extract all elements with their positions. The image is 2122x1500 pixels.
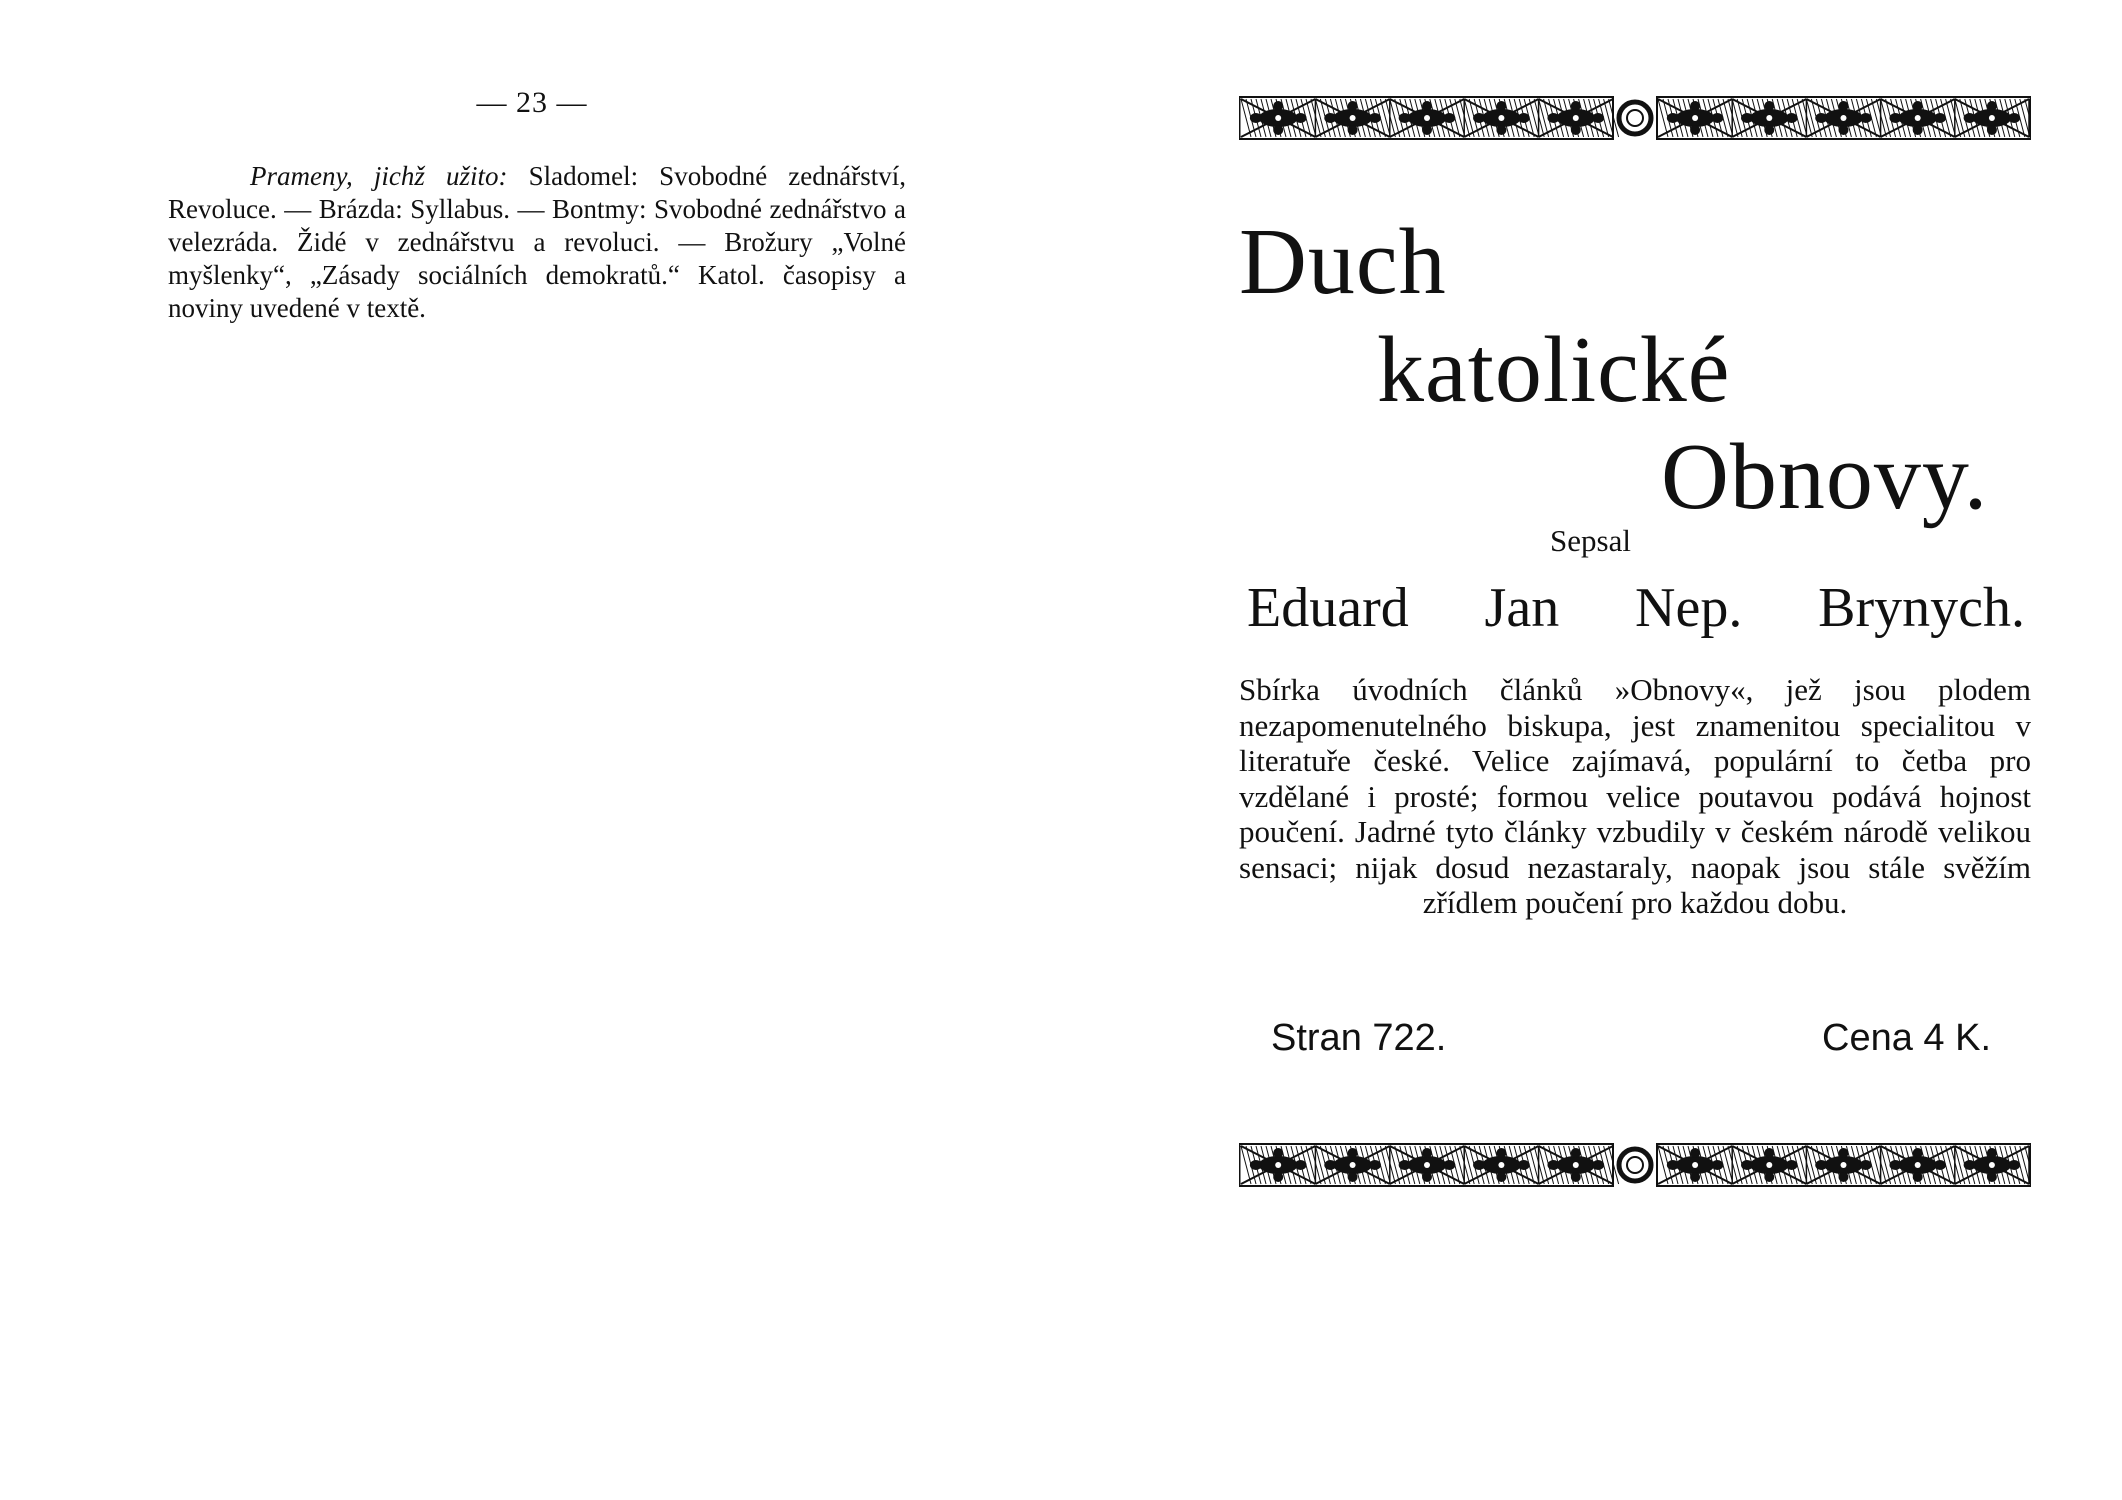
price-row: [1271, 1017, 1991, 1067]
sources-lead: Prameny, jichž užito:: [250, 161, 508, 191]
ornamental-border-top: [1239, 95, 2031, 141]
ornament-band-icon: [1239, 1142, 2031, 1188]
ornamental-border-bottom: [1239, 1142, 2031, 1188]
author-name: Eduard Jan Nep. Brynych.: [1247, 577, 2025, 639]
byline: Sepsal: [1550, 523, 1631, 558]
page-count: Stran 722.: [1271, 1017, 1447, 1059]
sources-paragraph: [168, 160, 906, 325]
page-number: — 23 —: [476, 86, 588, 119]
book-description: Sbírka úvodních článků »Obnovy«, jež jsou plodem nezapomenutelného biskupa, jest znamenitou specialitou v literatuře české. Velice zajímavá, populární to četba pro vzdělané i prosté; formou velice poutavou podává hojnost poučení. Jadrné tyto články vzbudily v českém národě velikou sensaci; nijak dosud nezastaraly, naopak jsou stále svěžím zřídlem poučení pro každou dobu.: [1239, 672, 2031, 920]
price: Cena 4 K.: [1822, 1017, 1991, 1059]
title-line-1: Duch: [1239, 210, 1447, 314]
title-line-2: katolické: [1377, 318, 1731, 422]
title-line-3: Obnovy.: [1661, 425, 1989, 529]
right-page: [1061, 0, 2122, 1500]
ornament-band-icon: [1239, 95, 2031, 141]
sources-text: Sladomel: Svobodné zednářství, Revoluce. — Brázda: Syllabus. — Bontmy: Svobodné zednářstvo a velezráda. Židé v zednářstvu a revoluci. — Brožury „Volné myšlenky“, „Zásady sociálních demokratů.“ Katol. časopisy a noviny uvedené v textě.: [168, 161, 906, 323]
